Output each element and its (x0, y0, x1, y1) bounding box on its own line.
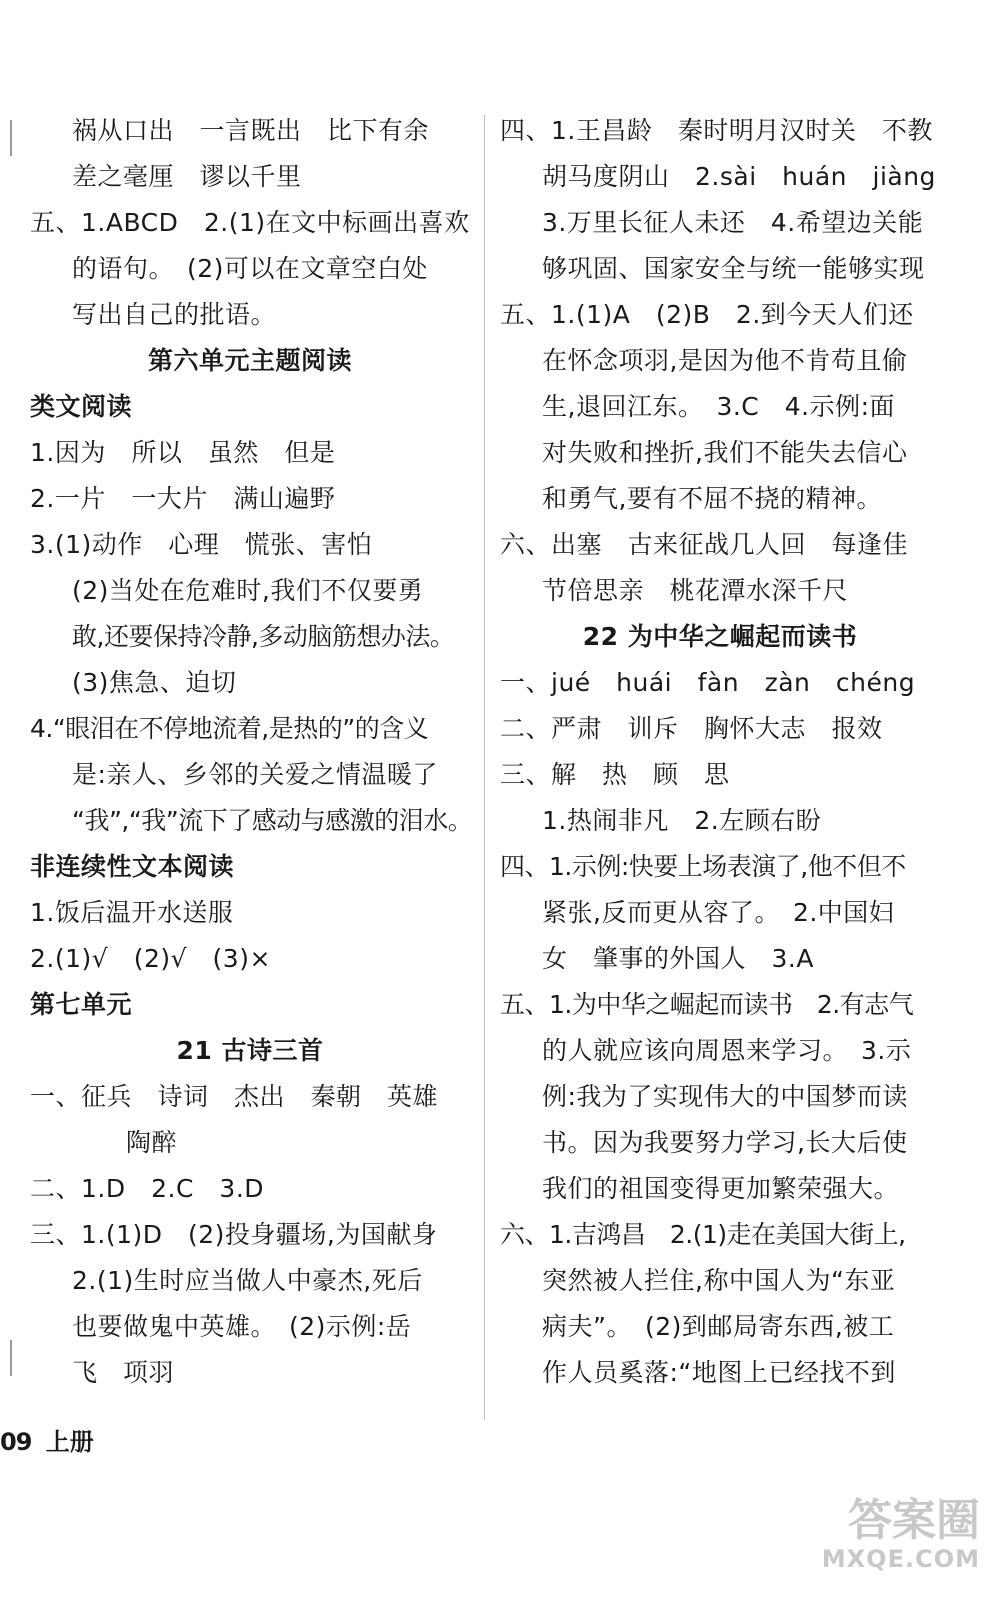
section-heading: 第六单元主题阅读 (147, 346, 352, 375)
lesson-heading: 22 为中华之崛起而读书 (582, 622, 858, 651)
text-line: 祸从口出 一言既出 比下有余 (72, 116, 430, 145)
text-line: 陶醉 (126, 1128, 178, 1157)
text-line: 2.(1)√ (2)√ (3)× (30, 944, 271, 973)
text-line: 差之毫厘 谬以千里 (72, 162, 302, 191)
text-line: 三、解 热 顾 思 (500, 760, 730, 789)
text-line: 2.(1)生时应当做人中豪杰,死后 (72, 1266, 423, 1295)
text-line: 五、1.ABCD 2.(1)在文中标画出喜欢 (30, 208, 470, 237)
text-line: 1.因为 所以 虽然 但是 (30, 438, 336, 467)
text-line: (2)当处在危难时,我们不仅要勇 (72, 576, 424, 605)
text-line: 紧张,反而更从容了。 2.中国妇 (542, 898, 895, 927)
margin-tick (10, 1340, 12, 1376)
text-line: 六、出塞 古来征战几人回 每逢佳 (500, 530, 909, 559)
margin-tick (10, 120, 12, 156)
text-line: 我们的祖国变得更加繁荣强大。 (542, 1174, 900, 1203)
text-line: 3.(1)动作 心理 慌张、害怕 (30, 530, 373, 559)
watermark-url: MXQE.COM (821, 1544, 980, 1573)
text-line: 胡马度阴山 2.sài huán jiàng (542, 162, 936, 191)
text-line: 例:我为了实现伟大的中国梦而读 (542, 1082, 908, 1111)
text-line: 1.饭后温开水送服 (30, 898, 234, 927)
text-line: 六、1.吉鸿昌 2.(1)走在美国大街上, (500, 1220, 906, 1249)
text-line: 五、1.为中华之崛起而读书 2.有志气 (500, 990, 914, 1019)
text-line: 飞 项羽 (72, 1358, 175, 1387)
subsection-heading: 非连续性文本阅读 (30, 852, 235, 881)
text-line: 写出自己的批语。 (72, 300, 277, 329)
text-line: 二、1.D 2.C 3.D (30, 1174, 265, 1203)
text-line: 书。因为我要努力学习,长大后使 (542, 1128, 908, 1157)
watermark-logo (822, 1497, 980, 1572)
subsection-heading: 类文阅读 (30, 392, 133, 421)
text-line: 四、1.示例:快要上场表演了,他不但不 (500, 852, 906, 881)
text-line: 的人就应该向周恩来学习。 3.示 (542, 1036, 912, 1065)
text-line: 女 肇事的外国人 3.A (542, 944, 814, 973)
text-line: 二、严肃 训斥 胸怀大志 报效 (500, 714, 883, 743)
text-line: 够巩固、国家安全与统一能够实现 (542, 254, 925, 283)
pinyin-line: 一、jué huái fàn zàn chéng (500, 668, 916, 697)
text-line: 3.万里长征人未还 4.希望边关能 (542, 208, 924, 237)
text-line: 也要做鬼中英雄。 (2)示例:岳 (72, 1312, 412, 1341)
text-line: 作人员奚落:“地图上已经找不到 (542, 1358, 896, 1387)
watermark-brand: 答案圈 (848, 1495, 980, 1547)
text-line: 突然被人拦住,称中国人为“东亚 (542, 1266, 896, 1295)
lesson-heading: 21 古诗三首 (176, 1036, 324, 1065)
text-line: 是:亲人、乡邻的关爱之情温暖了 (72, 760, 438, 789)
text-line: 五、1.(1)A (2)B 2.到今天人们还 (500, 300, 914, 329)
text-line: 对失败和挫折,我们不能失去信心 (542, 438, 908, 467)
text-line: 1.热闹非凡 2.左顾右盼 (542, 806, 822, 835)
page-footer (0, 1420, 94, 1464)
text-line: 2.一片 一大片 满山遍野 (30, 484, 336, 513)
right-column (500, 108, 940, 1396)
unit-heading: 第七单元 (30, 990, 133, 1019)
text-line: 三、1.(1)D (2)投身疆场,为国献身 (30, 1220, 438, 1249)
text-line: 在怀念项羽,是因为他不肯苟且偷 (542, 346, 908, 375)
left-column (30, 108, 473, 1396)
page-number: 09 (0, 1428, 32, 1456)
text-line: 病夫”。 (2)到邮局寄东西,被工 (542, 1312, 895, 1341)
text-line: (3)焦急、迫切 (72, 668, 237, 697)
text-line: 节倍思亲 桃花潭水深千尺 (542, 576, 849, 605)
text-line: 一、征兵 诗词 杰出 秦朝 英雄 (30, 1082, 439, 1111)
text-line: 4.“眼泪在不停地流着,是热的”的含义 (30, 714, 429, 743)
text-line: 的语句。 (2)可以在文章空白处 (72, 254, 428, 283)
text-line: “我”,“我”流下了感动与感激的泪水。 (72, 806, 473, 835)
text-line: 生,退回江东。 3.C 4.示例:面 (542, 392, 896, 421)
text-line: 四、1.王昌龄 秦时明月汉时关 不教 (500, 116, 933, 145)
column-divider (484, 115, 485, 1420)
text-line: 和勇气,要有不屈不挠的精神。 (542, 484, 882, 513)
text-line: 敢,还要保持冷静,多动脑筋想办法。 (72, 622, 455, 651)
volume-label: 上册 (45, 1428, 94, 1456)
